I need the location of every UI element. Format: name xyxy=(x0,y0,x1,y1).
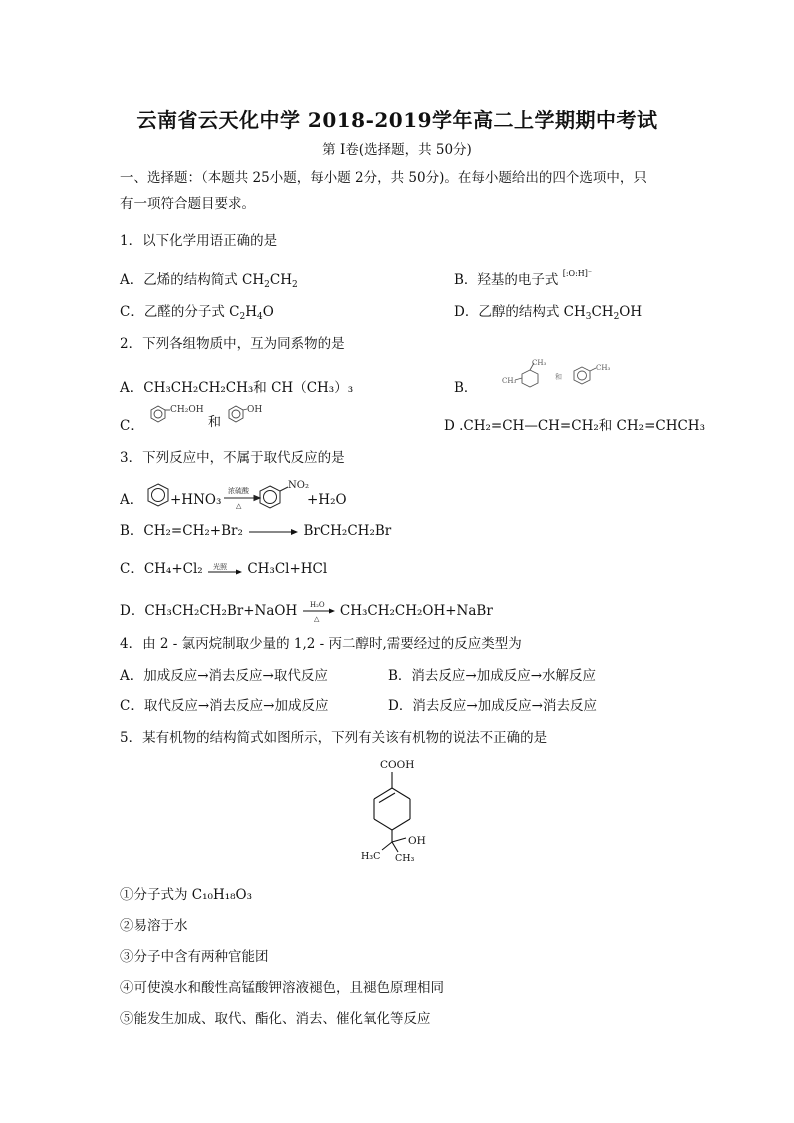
q5-statement-2: ②易溶于水 xyxy=(120,918,188,934)
q3-a-product: +H₂O xyxy=(307,492,347,508)
q3-a-no2: NO₂ xyxy=(288,480,309,491)
section-intro-line2: 有一项符合题目要求。 xyxy=(120,196,255,212)
q3-d-condition-bottom: △ xyxy=(313,614,319,623)
q5-structure-svg xyxy=(358,756,458,866)
q2-c-ch2oh: CH₂OH xyxy=(170,405,204,415)
q2-b-and: 和 xyxy=(554,373,562,381)
q3-c-condition: 光照 xyxy=(213,562,228,571)
q1-d-mid: CH xyxy=(591,304,614,320)
q2-b-ch3-1: CH₃ xyxy=(531,359,546,367)
q3-a-equation xyxy=(120,476,360,514)
q1-option-b xyxy=(454,268,592,288)
q3-d-arrow xyxy=(302,600,336,624)
q1-stem: 1．以下化学用语正确的是 xyxy=(120,233,278,249)
q3-b-right: BrCH₂CH₂Br xyxy=(303,523,392,539)
q2-b-structures xyxy=(482,358,622,394)
q2-b-label: B． xyxy=(454,380,478,396)
q3-option-b xyxy=(120,519,391,539)
q5-structure xyxy=(358,756,458,870)
q3-d-left: D．CH₃CH₂CH₂Br+NaOH xyxy=(120,603,298,619)
q4-stem: 4．由 2 - 氯丙烷制取少量的 1,2 - 丙二醇时,需要经过的反应类型为 xyxy=(120,636,522,652)
q2-option-c xyxy=(120,402,268,432)
q5-statement-1: ①分子式为 C₁₀H₁₈O₃ xyxy=(120,887,253,903)
page-subtitle: 第 I卷(选择题，共 50分) xyxy=(322,142,472,158)
q3-option-c xyxy=(120,557,327,578)
q1-c-text: C．乙醛的分子式 C xyxy=(120,304,240,320)
q1-b-text: B．羟基的电子式 xyxy=(454,272,559,288)
q2-c-and: 和 xyxy=(208,415,222,430)
q5-h3c-label: H₃C xyxy=(361,851,381,862)
q3-c-right: CH₃Cl+HCl xyxy=(247,561,328,577)
q2-b-benzene-ring-2 xyxy=(574,367,590,384)
q2-c-structures xyxy=(148,402,268,432)
q2-option-b xyxy=(454,358,622,394)
q5-statement-3: ③分子中含有两种官能团 xyxy=(120,949,269,965)
q2-c-label: C． xyxy=(120,418,144,434)
q2-b-benzene-ring-1 xyxy=(522,370,538,387)
q2-c-benzene-ring-2 xyxy=(229,406,243,422)
q2-b-ch3-2: CH₃ xyxy=(501,377,516,385)
q1-c-tail: O xyxy=(262,304,274,320)
q5-ch3-label: CH₃ xyxy=(395,853,415,864)
q3-stem: 3．下列反应中，不属于取代反应的是 xyxy=(120,450,345,466)
q3-c-left: C．CH₄+Cl₂ xyxy=(120,561,203,577)
q5-ring-bond-1 xyxy=(374,788,392,799)
q1-option-a: A．乙烯的结构简式 $CH_2CH_2$ xyxy=(120,272,298,290)
q3-b-left: B．CH₂=CH₂+Br₂ xyxy=(120,523,243,539)
q2-b-ch3-3: CH₃ xyxy=(595,364,610,372)
q3-a-label: A． xyxy=(120,492,144,508)
q1-a-tail: CH xyxy=(269,272,292,288)
q3-a-condition-bottom: △ xyxy=(236,502,242,510)
q4-option-b: B．消去反应→加成反应→水解反应 xyxy=(388,668,597,684)
q4-option-c: C．取代反应→消去反应→加成反应 xyxy=(120,698,329,714)
q4-option-a: A．加成反应→消去反应→取代反应 xyxy=(120,668,328,684)
q3-option-d xyxy=(120,599,493,624)
q3-a-condition-top: 浓硫酸 xyxy=(228,487,249,495)
q5-statement-5: ⑤能发生加成、取代、酯化、消去、催化氧化等反应 xyxy=(120,1011,431,1027)
q3-a-reagent: +HNO₃ xyxy=(170,492,222,508)
q5-oh-label: OH xyxy=(408,835,426,847)
page-title: 云南省云天化中学 2018-2019学年高二上学期期中考试 xyxy=(136,108,658,132)
q1-b-electron-formula: [:O:H]⁻ xyxy=(562,269,593,278)
q2-c-benzene-ring-1 xyxy=(151,406,165,422)
q2-option-a: A．CH₃CH₂CH₂CH₃和 CH（CH₃）₃ xyxy=(120,380,354,396)
q1-d-tail: OH xyxy=(619,304,643,320)
q2-option-d: D .CH₂=CH—CH=CH₂和 CH₂=CHCH₃ xyxy=(444,418,705,434)
q1-option-c: C．乙醛的分子式 $C_2H_4O$ xyxy=(120,304,274,322)
q2-c-oh: OH xyxy=(247,405,263,415)
section-intro-line1: 一、选择题：（本题共 25小题，每小题 2分，共 50分)。在每小题给出的四个选项中，只 xyxy=(120,170,647,186)
q5-statement-4: ④可使溴水和酸性高锰酸钾溶液褪色，且褪色原理相同 xyxy=(120,980,444,996)
q3-c-arrow xyxy=(207,562,243,578)
q3-d-condition-top: H₂O xyxy=(309,600,325,609)
q3-b-arrow xyxy=(247,527,299,537)
q3-d-right: CH₃CH₂CH₂OH+NaBr xyxy=(339,603,493,619)
q5-stem: 5．某有机物的结构简式如图所示，下列有关该有机物的说法不正确的是 xyxy=(120,730,548,746)
q1-option-d: D．乙醇的结构式 $CH_3CH_2OH$ xyxy=(454,304,643,322)
q3-a-arrow-head xyxy=(254,496,260,501)
q1-a-text: A．乙烯的结构简式 CH xyxy=(120,272,265,288)
q2-stem: 2．下列各组物质中，互为同系物的是 xyxy=(120,336,345,352)
q1-c-mid: H xyxy=(245,304,257,320)
q3-option-a xyxy=(120,476,360,518)
q5-cooh-label: COOH xyxy=(380,759,415,771)
q1-d-text: D．乙醇的结构式 CH xyxy=(454,304,586,320)
q4-option-d: D．消去反应→加成反应→消去反应 xyxy=(388,698,597,714)
